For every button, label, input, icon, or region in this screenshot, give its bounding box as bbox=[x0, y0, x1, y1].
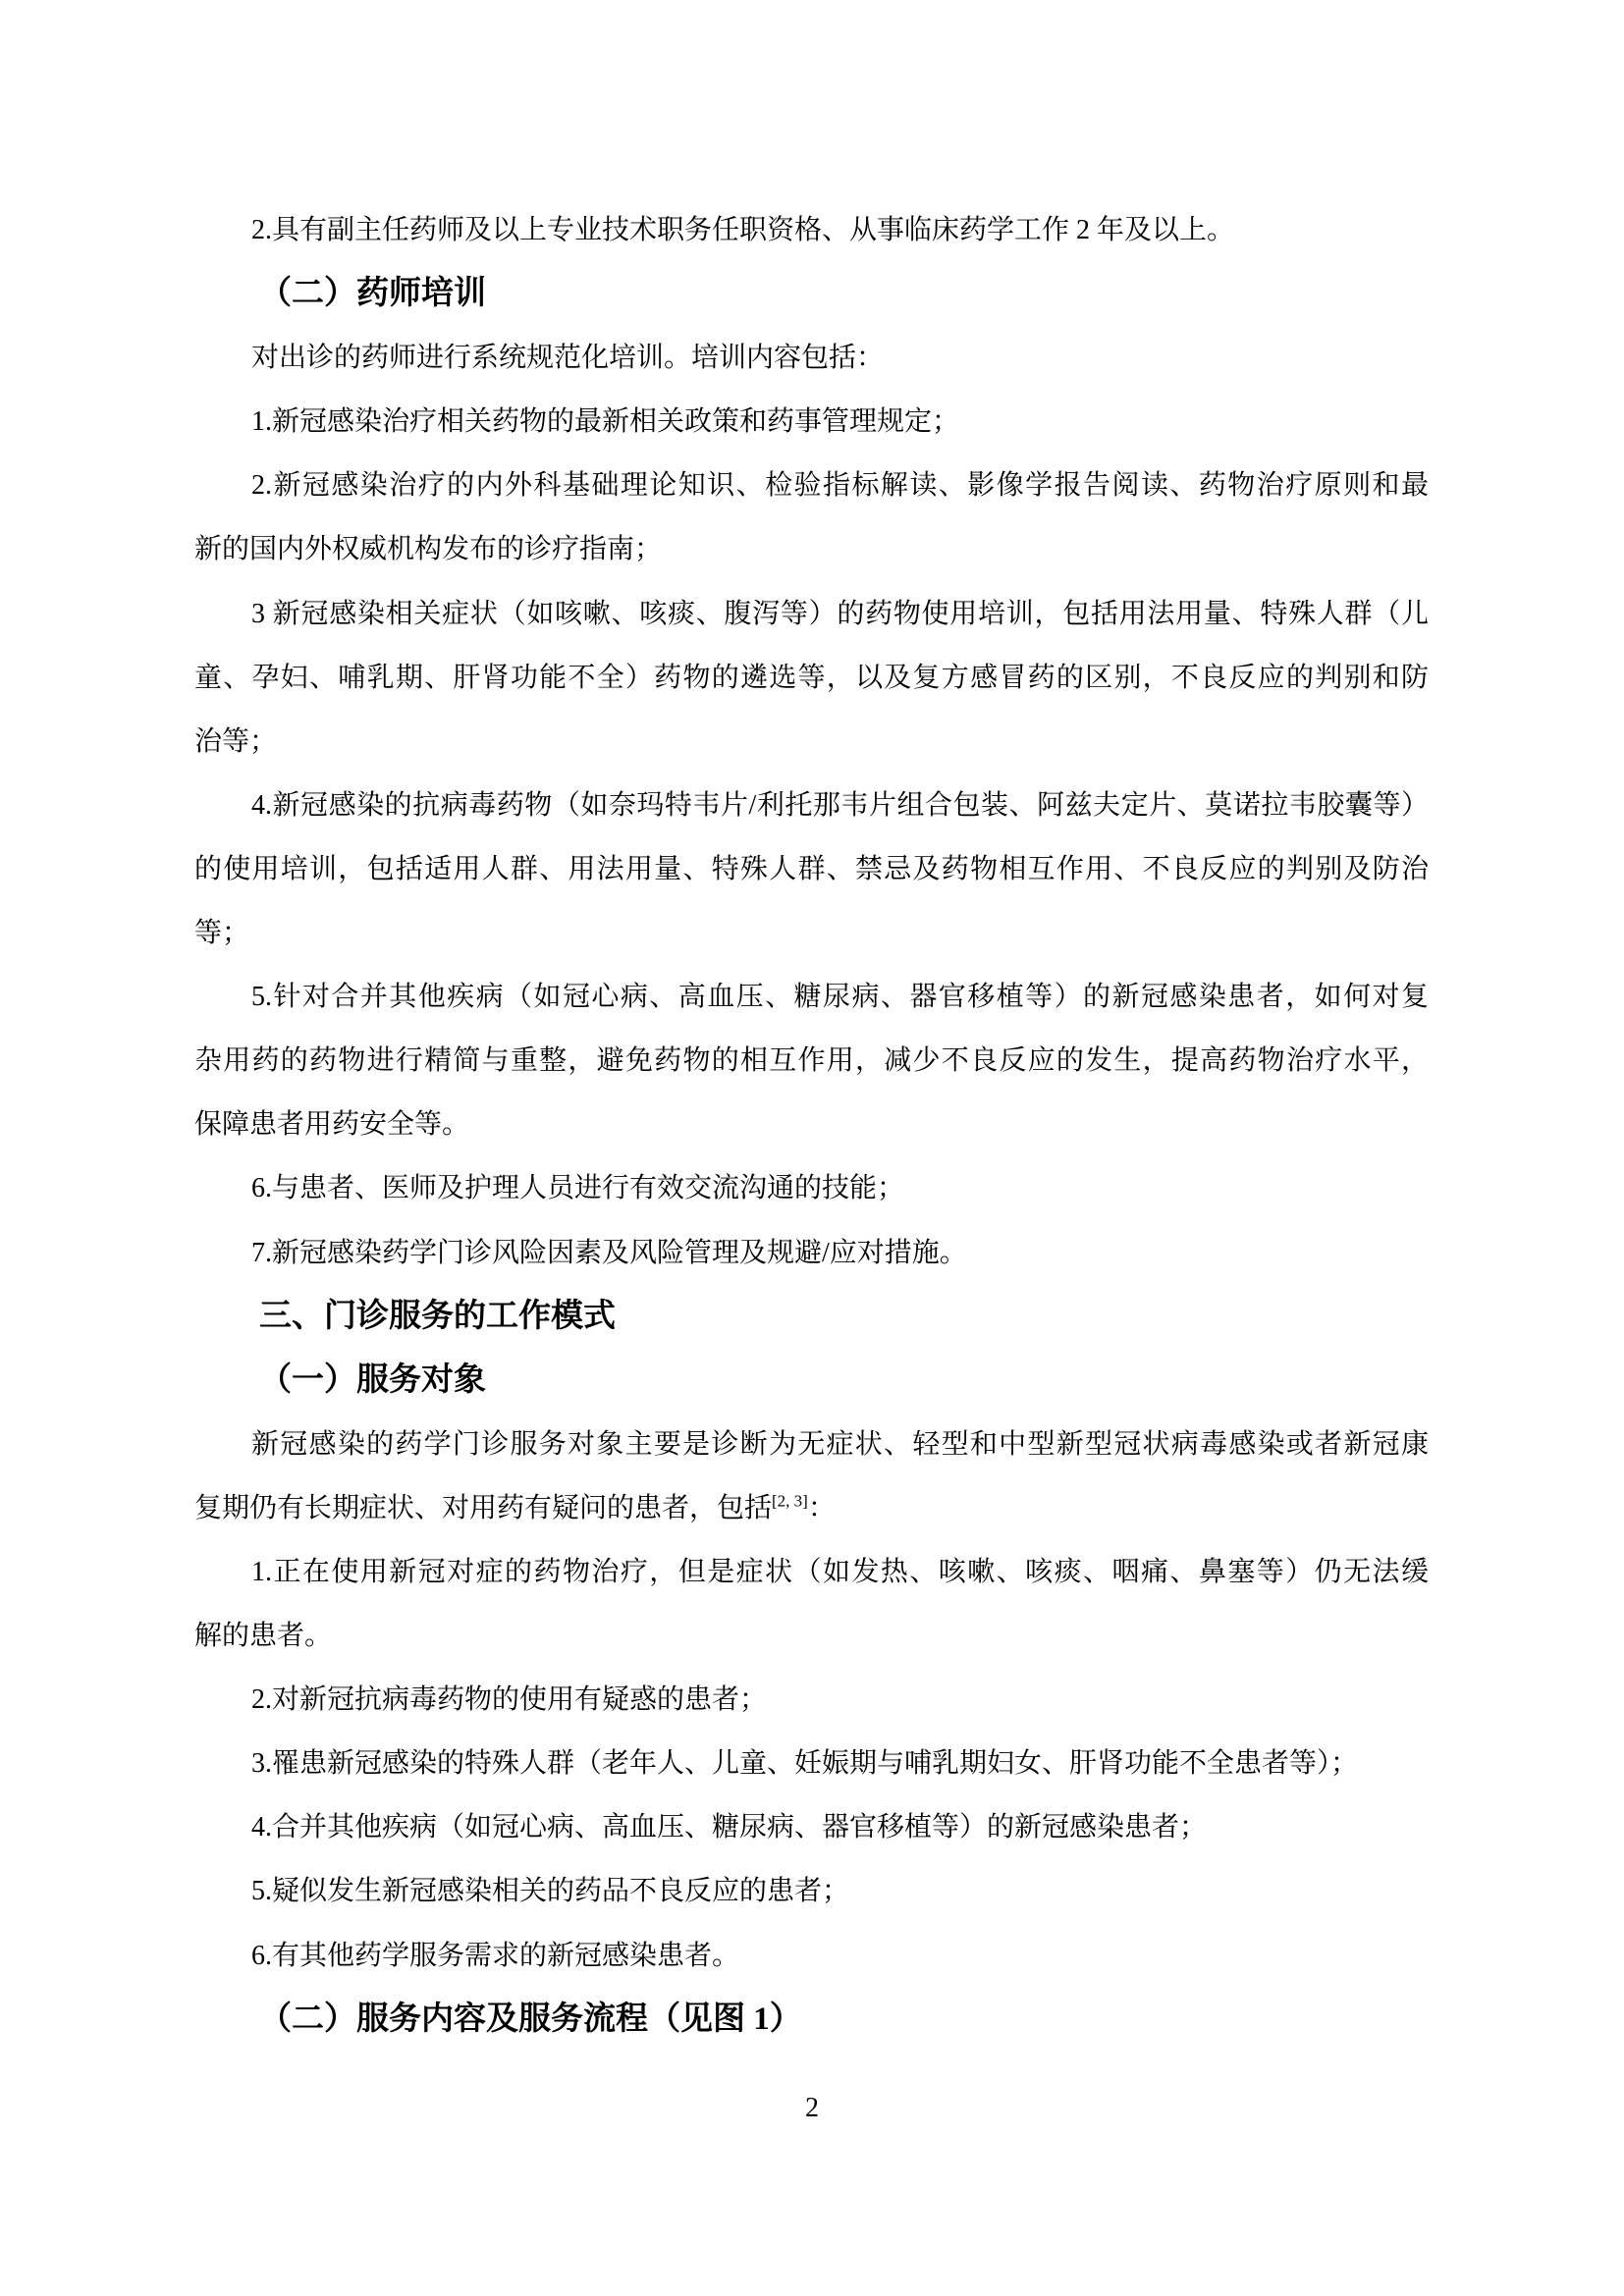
heading-service-target: （一）服务对象 bbox=[259, 1362, 486, 1398]
text-line: 保障患者用药安全等。 bbox=[194, 1109, 470, 1141]
text-line: 5.针对合并其他疾病（如冠心病、高血压、糖尿病、器官移植等）的新冠感染患者，如何对复 bbox=[251, 982, 1429, 1013]
text-line: 2.新冠感染治疗的内外科基础理论知识、检验指标解读、影像学报告阅读、药物治疗原则和最 bbox=[251, 470, 1429, 502]
page-number: 2 bbox=[805, 2093, 819, 2123]
citation-superscript: [2, 3] bbox=[772, 1491, 808, 1511]
text-line: 解的患者。 bbox=[194, 1621, 333, 1652]
text-line: 2.具有副主任药师及以上专业技术职务任职资格、从事临床药学工作 2 年及以上。 bbox=[251, 215, 1235, 245]
text-line: 7.新冠感染药学门诊风险因素及风险管理及规避/应对措施。 bbox=[251, 1237, 967, 1268]
text-line: 6.与患者、医师及护理人员进行有效交流沟通的技能； bbox=[251, 1173, 905, 1204]
text-line: 新的国内外权威机构发布的诊疗指南； bbox=[194, 534, 663, 565]
heading-service-content-flow: （二）服务内容及服务流程（见图 1） bbox=[259, 2001, 802, 2037]
text-line: 2.对新冠抗病毒药物的使用有疑惑的患者； bbox=[251, 1684, 768, 1716]
text-segment: 复期仍有长期症状、对用药有疑问的患者，包括 bbox=[194, 1492, 773, 1523]
heading-outpatient-work-mode: 三、门诊服务的工作模式 bbox=[259, 1298, 616, 1334]
text-line: 对出诊的药师进行系统规范化培训。培训内容包括： bbox=[251, 343, 885, 374]
text-line: 3.罹患新冠感染的特殊人群（老年人、儿童、妊娠期与哺乳期妇女、肝肾功能不全患者等）； bbox=[251, 1748, 1359, 1780]
text-line: 童、孕妇、哺乳期、肝肾功能不全）药物的遴选等，以及复方感冒药的区别，不良反应的判别和防 bbox=[194, 662, 1429, 693]
text-line: 3 新冠感染相关症状（如咳嗽、咳痰、腹泻等）的药物使用培训，包括用法用量、特殊人群（儿 bbox=[251, 598, 1429, 629]
text-line: 等； bbox=[194, 918, 250, 949]
text-line: 5.疑似发生新冠感染相关的药品不良反应的患者； bbox=[251, 1876, 850, 1907]
heading-pharmacist-training: （二）药师培训 bbox=[259, 276, 486, 312]
text-line: 4.合并其他疾病（如冠心病、高血压、糖尿病、器官移植等）的新冠感染患者； bbox=[251, 1812, 1208, 1843]
text-segment: ： bbox=[807, 1492, 836, 1523]
text-line: 1.正在使用新冠对症的药物治疗，但是症状（如发热、咳嗽、咳痰、咽痛、鼻塞等）仍无法缓 bbox=[251, 1556, 1429, 1587]
text-line: 新冠感染的药学门诊服务对象主要是诊断为无症状、轻型和中型新型冠状病毒感染或者新冠康 bbox=[251, 1428, 1429, 1460]
text-line: 4.新冠感染的抗病毒药物（如奈玛特韦片/利托那韦片组合包装、阿兹夫定片、莫诺拉韦胶囊等） bbox=[251, 789, 1429, 821]
document-text-block bbox=[194, 198, 1429, 2052]
text-line: 的使用培训，包括适用人群、用法用量、特殊人群、禁忌及药物相互作用、不良反应的判别及防治 bbox=[194, 853, 1429, 884]
text-line: 1.新冠感染治疗相关药物的最新相关政策和药事管理规定； bbox=[251, 406, 960, 438]
text-line-with-citation bbox=[194, 1476, 1429, 1540]
text-line: 6.有其他药学服务需求的新冠感染患者。 bbox=[251, 1940, 740, 1971]
text-line: 杂用药的药物进行精简与重整，避免药物的相互作用，减少不良反应的发生，提高药物治疗水平， bbox=[194, 1045, 1429, 1077]
text-line: 治等； bbox=[194, 725, 278, 757]
